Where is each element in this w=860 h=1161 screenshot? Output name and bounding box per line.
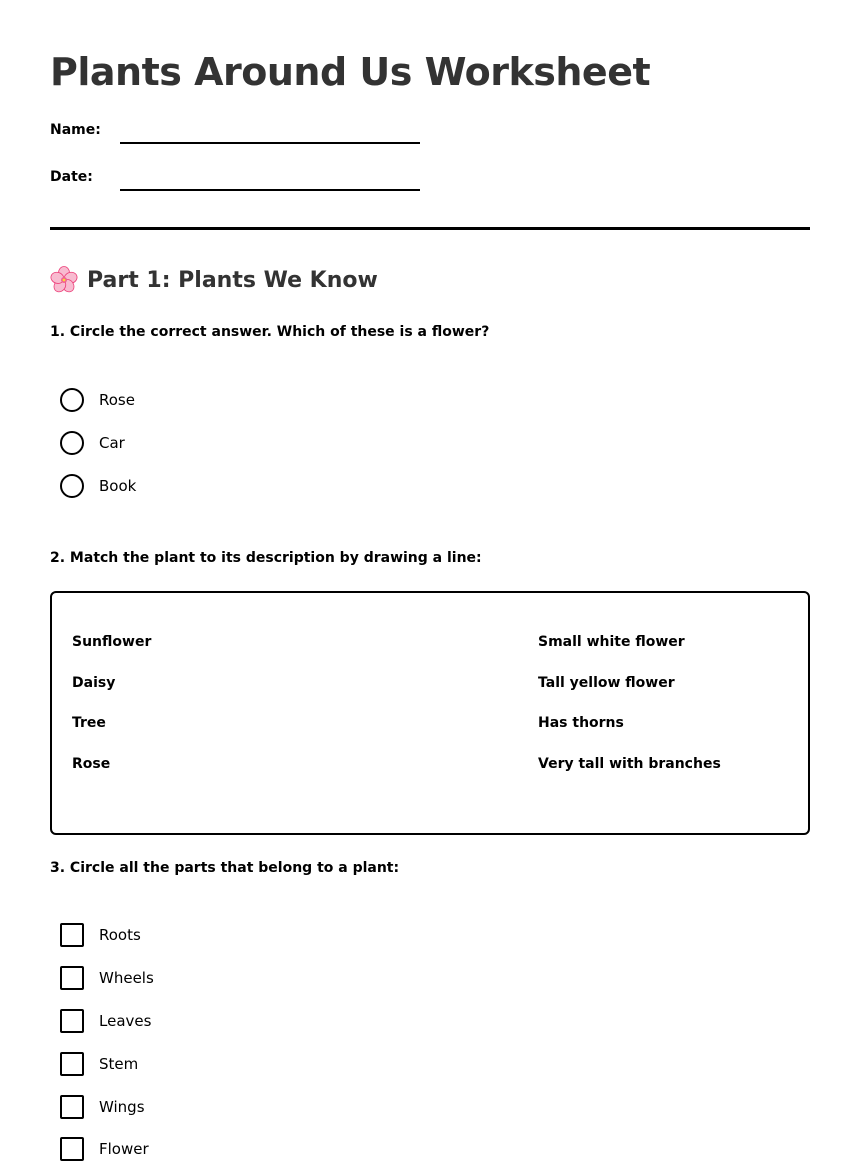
q1-option-label: Rose [99, 391, 135, 409]
name-field [50, 122, 470, 152]
header-divider [50, 227, 810, 230]
question-3-prompt: 3. Circle all the parts that belong to a plant: [50, 860, 400, 876]
question-2-prompt: 2. Match the plant to its description by drawing a line: [50, 550, 482, 566]
q3-option-label: Wings [99, 1098, 145, 1116]
q3-option-wheels[interactable] [60, 966, 154, 990]
q3-option-label: Flower [99, 1140, 149, 1158]
q3-option-roots[interactable] [60, 923, 141, 947]
question-1-prompt: 1. Circle the correct answer. Which of these is a flower? [50, 324, 490, 340]
plant-item-sunflower[interactable]: Sunflower [72, 634, 152, 650]
page-title: Plants Around Us Worksheet [50, 50, 651, 94]
q3-option-leaves[interactable] [60, 1009, 151, 1033]
plant-item-tree[interactable]: Tree [72, 715, 106, 731]
plant-item-daisy[interactable]: Daisy [72, 674, 116, 691]
description-item-branches[interactable]: Very tall with branches [538, 755, 721, 772]
description-item-small-white[interactable]: Small white flower [538, 634, 685, 650]
matching-box [50, 591, 810, 835]
name-blank-line[interactable] [120, 142, 420, 144]
cherry-blossom-icon [50, 266, 78, 294]
checkbox-square[interactable] [60, 923, 84, 947]
name-label: Name: [50, 122, 101, 138]
checkbox-square[interactable] [60, 966, 84, 990]
q3-option-label: Leaves [99, 1012, 152, 1030]
q1-option-car[interactable] [60, 431, 125, 455]
q1-option-label: Book [99, 477, 137, 495]
description-item-thorns[interactable]: Has thorns [538, 715, 624, 731]
part1-heading [50, 266, 378, 294]
q3-option-label: Wheels [99, 969, 154, 987]
q3-option-stem[interactable] [60, 1052, 138, 1076]
part1-heading-text: Part 1: Plants We Know [87, 267, 378, 293]
checkbox-square[interactable] [60, 1137, 84, 1161]
q1-option-label: Car [99, 434, 125, 452]
date-blank-line[interactable] [120, 189, 420, 191]
checkbox-square[interactable] [60, 1009, 84, 1033]
plant-item-rose[interactable]: Rose [72, 755, 111, 772]
radio-circle[interactable] [60, 474, 84, 498]
checkbox-square[interactable] [60, 1095, 84, 1119]
description-column [538, 633, 721, 795]
plant-column [72, 633, 151, 795]
date-field [50, 169, 470, 199]
radio-circle[interactable] [60, 388, 84, 412]
description-item-tall-yellow[interactable]: Tall yellow flower [538, 674, 675, 691]
checkbox-square[interactable] [60, 1052, 84, 1076]
radio-circle[interactable] [60, 431, 84, 455]
q1-option-book[interactable] [60, 474, 136, 498]
date-label: Date: [50, 169, 93, 185]
q1-option-rose[interactable] [60, 388, 135, 412]
q3-option-wings[interactable] [60, 1095, 145, 1119]
q3-option-label: Stem [99, 1055, 139, 1073]
q3-option-label: Roots [99, 926, 141, 944]
q3-option-flower[interactable] [60, 1137, 149, 1161]
